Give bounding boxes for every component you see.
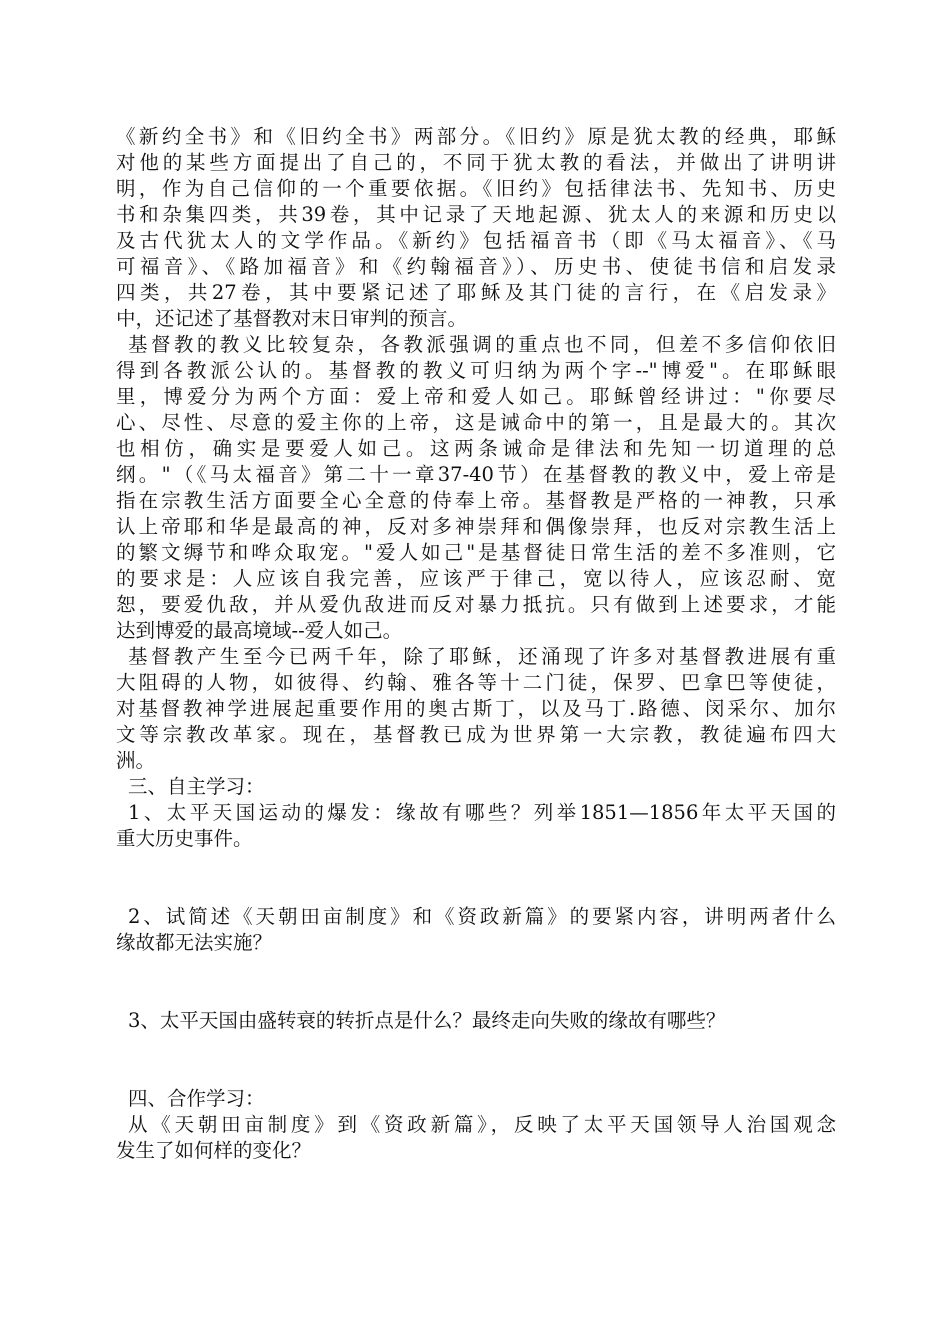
cooperative-question-continued: 发生了如何样的变化？ [116,1139,312,1162]
text-line: 的繁文缛节和哗众取宠。"爱人如己"是基督徒日常生活的差不多准则，它 [116,541,836,564]
text-line: 纲。"（《马太福音》第二十一章37-40节）在基督教的教义中，爱上帝是 [116,463,836,486]
text-line: 达到博爱的最高境域--爱人如己。 [116,619,403,642]
text-line: 恕，要爱仇敌，并从爱仇敌进而反对暴力抵抗。只有做到上述要求，才能 [116,593,836,616]
question-2: 2、试简述《天朝田亩制度》和《资政新篇》的要紧内容，讲明两者什么 [128,905,836,928]
text-line: 里，博爱分为两个方面：爱上帝和爱人如己。耶稣曾经讲过："你要尽 [116,385,836,408]
text-line: 可福音》、《路加福音》和《约翰福音》）、历史书、使徒书信和启发录 [116,255,836,278]
paragraph-first-line: 基督教产生至今已两千年，除了耶稣，还涌现了许多对基督教进展有重 [128,645,836,668]
text-line: 洲。 [116,749,156,772]
question-3: 3、太平天国由盛转衰的转折点是什么？最终走向失败的缘故有哪些？ [128,1009,726,1032]
section-heading-self-study: 三、自主学习： [128,775,265,798]
text-line: 的要求是：人应该自我完善，应该严于律己，宽以待人，应该忍耐、宽 [116,567,836,590]
text-line: 《新约全书》和《旧约全书》两部分。《旧约》原是犹太教的经典，耶稣 [116,125,836,148]
text-line: 四类，共27卷，其中要紧记述了耶稣及其门徒的言行，在《启发录》 [116,281,836,304]
text-line: 也相仿，确实是要爱人如己。这两条诫命是律法和先知一切道理的总 [116,437,836,460]
text-line: 大阻碍的人物，如彼得、约翰、雅各等十二门徒，保罗、巴拿巴等使徒， [116,671,836,694]
text-line: 得到各教派公认的。基督教的教义可归纳为两个字--"博爱"。在耶稣眼 [116,359,836,382]
question-2-continued: 缘故都无法实施？ [116,931,273,954]
question-1: 1、太平天国运动的爆发：缘故有哪些？列举1851—1856年太平天国的 [128,801,836,824]
text-line: 心、尽性、尽意的爱主你的上帝，这是诫命中的第一，且是最大的。其次 [116,411,836,434]
text-line: 对他的某些方面提出了自己的，不同于犹太教的看法，并做出了讲明讲 [116,151,836,174]
question-1-continued: 重大历史事件。 [116,827,253,850]
text-line: 中，还记述了基督教对末日审判的预言。 [116,307,468,330]
text-line: 文等宗教改革家。现在，基督教已成为世界第一大宗教，教徒遍布四大 [116,723,836,746]
text-line: 认上帝耶和华是最高的神，反对多神崇拜和偶像崇拜，也反对宗教生活上 [116,515,836,538]
text-line: 明，作为自己信仰的一个重要依据。《旧约》包括律法书、先知书、历史 [116,177,836,200]
text-line: 及古代犹太人的文学作品。《新约》包括福音书（即《马太福音》、《马 [116,229,836,252]
section-heading-cooperative-study: 四、合作学习： [128,1087,265,1110]
text-line: 指在宗教生活方面要全心全意的侍奉上帝。基督教是严格的一神教，只承 [116,489,836,512]
text-line: 书和杂集四类，共39卷，其中记录了天地起源、犹太人的来源和历史以 [116,203,836,226]
paragraph-first-line: 基督教的教义比较复杂，各教派强调的重点也不同，但差不多信仰依旧 [128,333,836,356]
text-line: 对基督教神学进展起重要作用的奥古斯丁，以及马丁.路德、闵采尔、加尔 [116,697,836,720]
cooperative-question: 从《天朝田亩制度》到《资政新篇》，反映了太平天国领导人治国观念 [128,1113,836,1136]
